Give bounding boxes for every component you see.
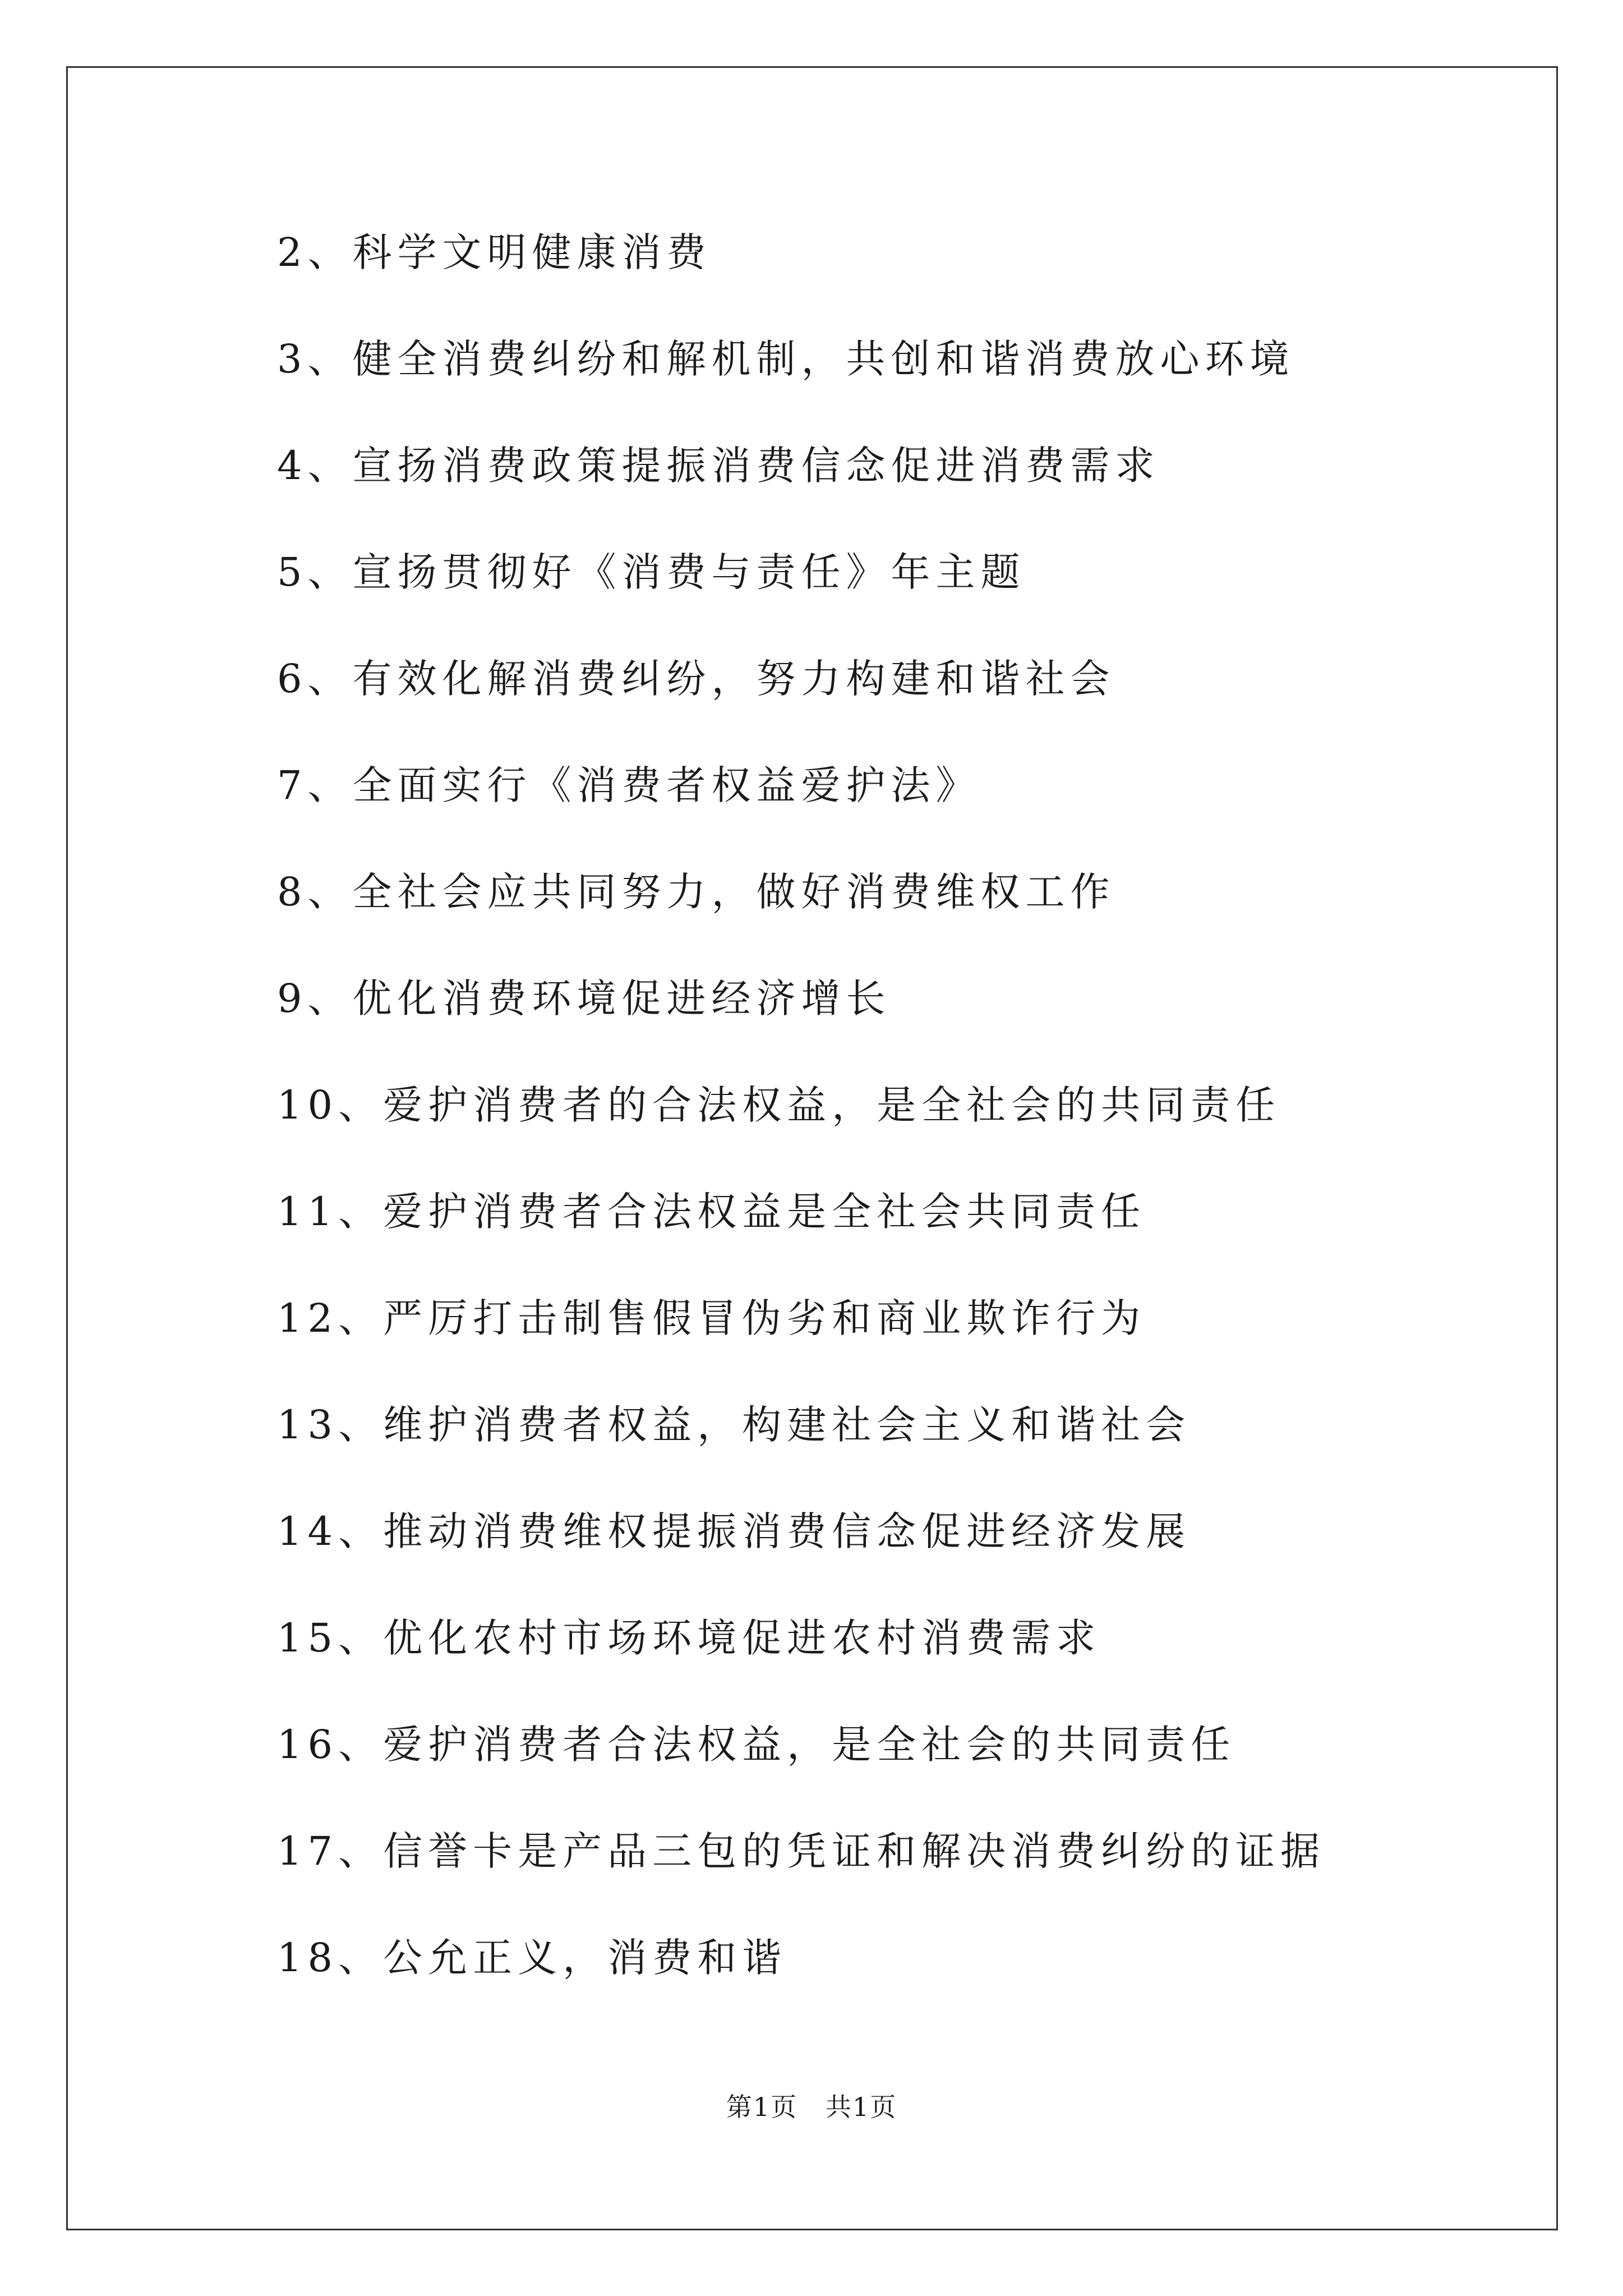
list-item: 7、全面实行《消费者权益爱护法》 <box>277 762 981 808</box>
list-item: 18、公允正义，消费和谐 <box>277 1935 787 1981</box>
list-item: 15、优化农村市场环境促进农村消费需求 <box>277 1615 1101 1661</box>
slogan-list <box>277 219 1325 2031</box>
list-item: 5、宣扬贯彻好《消费与责任》年主题 <box>277 549 1026 595</box>
list-item: 9、优化消费环境促进经济增长 <box>277 976 891 1022</box>
list-item: 4、宣扬消费政策提振消费信念促进消费需求 <box>277 443 1160 489</box>
list-item: 17、信誉卡是产品三包的凭证和解决消费纠纷的证据 <box>277 1828 1326 1874</box>
list-item: 16、爱护消费者合法权益，是全社会的共同责任 <box>277 1722 1236 1768</box>
list-item: 11、爱护消费者合法权益是全社会共同责任 <box>277 1189 1146 1235</box>
list-item: 8、全社会应共同努力，做好消费维权工作 <box>277 869 1115 915</box>
list-item: 6、有效化解消费纠纷，努力构建和谐社会 <box>277 656 1115 702</box>
list-item: 14、推动消费维权提振消费信念促进经济发展 <box>277 1508 1191 1554</box>
list-item: 13、维护消费者权益，构建社会主义和谐社会 <box>277 1402 1191 1448</box>
list-item: 2、科学文明健康消费 <box>277 229 712 275</box>
list-item: 10、爱护消费者的合法权益，是全社会的共同责任 <box>277 1082 1281 1128</box>
list-item: 3、健全消费纠纷和解机制，共创和谐消费放心环境 <box>277 336 1295 382</box>
page-footer: 第1页 共1页 <box>726 2092 897 2122</box>
list-item: 12、严厉打击制售假冒伪劣和商业欺诈行为 <box>277 1295 1146 1341</box>
